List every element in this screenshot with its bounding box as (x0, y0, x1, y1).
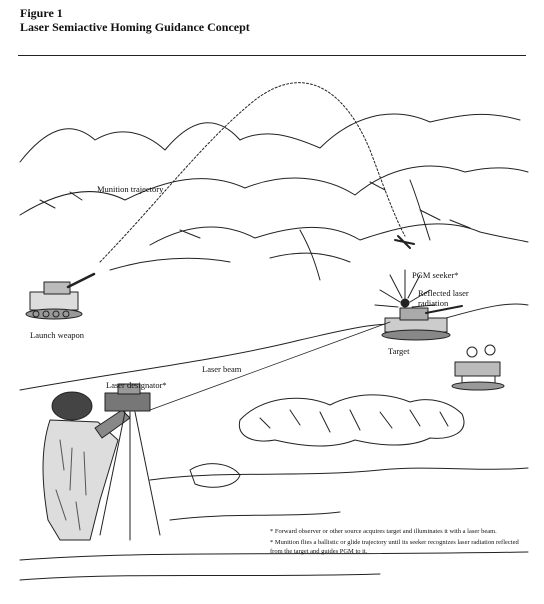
footnote-munition: * Munition flies a ballistic or glide trajectory until its seeker recognizes laser radiation reflected from the target and guides PGM to it. (270, 539, 519, 555)
label-designator: Laser designator* (106, 380, 167, 390)
footnotes (270, 528, 532, 559)
trajectory-arc (100, 83, 405, 262)
munition (395, 236, 414, 248)
label-reflected: Reflected laser radiation (418, 288, 469, 309)
figure-label: Figure 1 (20, 6, 63, 20)
figure-title: Laser Semiactive Homing Guidance Concept (20, 20, 250, 34)
launch-vehicle (26, 274, 94, 319)
observer-vehicle (452, 345, 504, 390)
label-beam: Laser beam (202, 364, 242, 374)
foreground-ridge (20, 304, 528, 390)
rocks (239, 395, 464, 446)
footnote-observer: * Forward observer or other source acquires target and illuminates it with a laser beam. (270, 528, 497, 535)
label-trajectory: Munition trajectory (97, 184, 164, 194)
ridge-3 (150, 224, 528, 245)
target-tank (382, 306, 462, 340)
far-ridge (20, 114, 520, 162)
label-target: Target (388, 346, 410, 356)
label-launch-weapon: Launch weapon (30, 330, 85, 340)
soldier-figure (43, 384, 160, 540)
label-seeker: PGM seeker* (412, 270, 459, 280)
